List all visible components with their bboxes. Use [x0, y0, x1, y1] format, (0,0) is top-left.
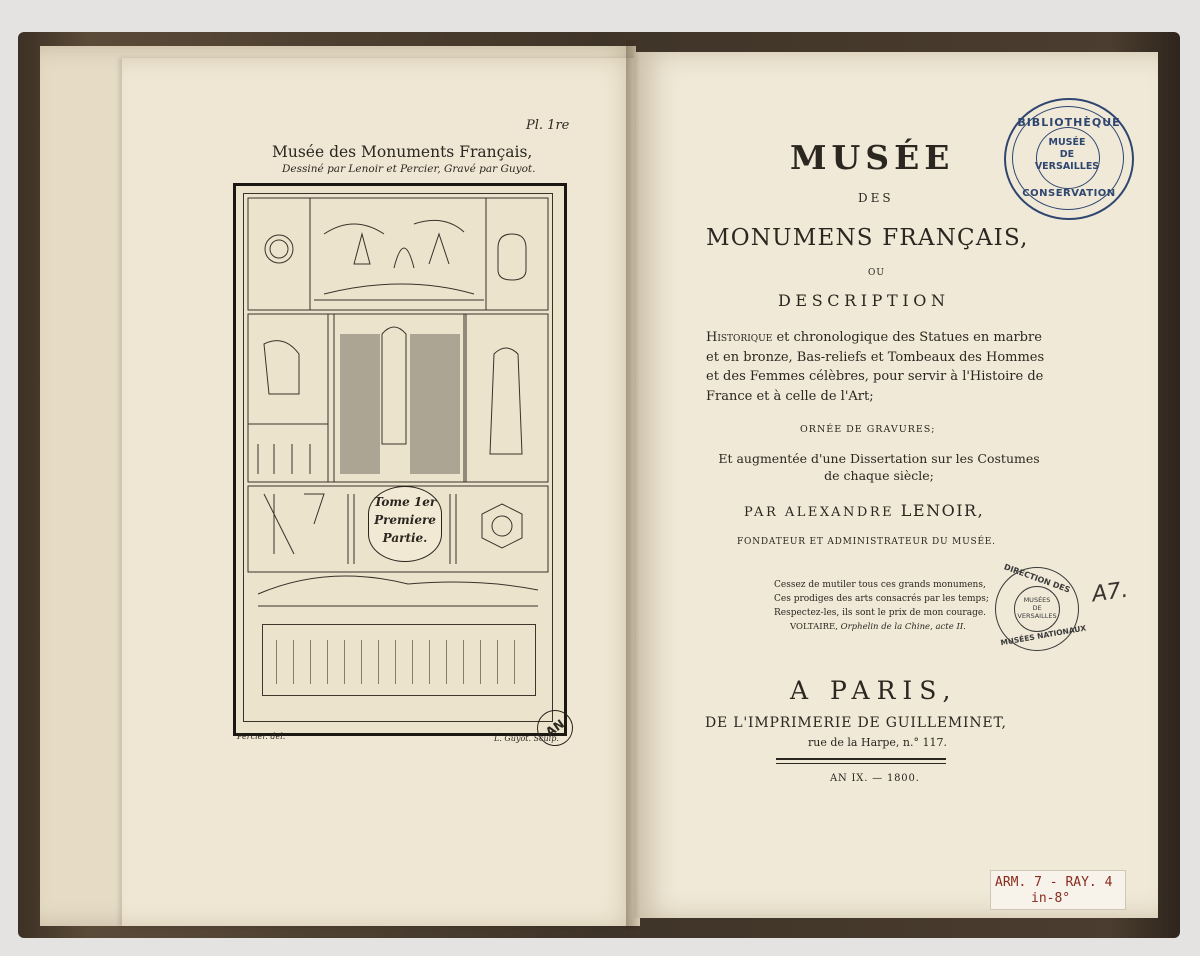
imprint-rule: [776, 758, 946, 764]
title-ou: OU: [868, 268, 885, 278]
title-monumens: MONUMENS FRANÇAIS,: [706, 225, 1029, 251]
augmentee-text: Et augmentée d'une Dissertation sur les Costumes de chaque siècle;: [718, 451, 1040, 483]
an-stamp: AN: [530, 703, 580, 753]
author-name: LENOIR,: [900, 501, 985, 520]
plate-credit: Dessiné par Lenoir et Percier, Gravé par Guyot.: [282, 163, 536, 175]
title-musee: MUSÉE: [790, 138, 955, 177]
shelf-label: ARM. 7 - RAY. 4 in-8°: [990, 870, 1126, 910]
epigraph-source: VOLTAIRE, Orphelin de la Chine, acte II.: [790, 622, 966, 632]
engraver-credit: L. Guyot. Sculp.: [494, 734, 559, 743]
imprint-city: A PARIS,: [790, 676, 958, 705]
bibliotheque-stamp: BIBLIOTHÈQUE MUSÉE DE VERSAILLES CONSERVATION: [1004, 98, 1134, 220]
plate-title: Musée des Monuments Français,: [272, 143, 533, 161]
ornee-text: ORNÉE DE GRAVURES;: [800, 424, 936, 435]
description-text: Historique et chronologique des Statues en marbre et en bronze, Bas-reliefs et Tombeaux des Hommes et des Femmes célèbres, pour servir à l'Histoire de France et à celle de l'Art;: [706, 330, 1045, 404]
handwritten-mark: A7.: [1090, 577, 1130, 608]
musees-nationaux-stamp: DIRECTION DES MUSÉES DE VERSAILLES MUSÉES NATIONAUX: [995, 567, 1079, 651]
fleur-de-lis-pattern: [268, 640, 528, 684]
tome-cartouche: Tome 1er Premiere Partie.: [368, 486, 442, 562]
imprint-printer: DE L'IMPRIMERIE DE GUILLEMINET,: [705, 715, 1007, 731]
plate-number: Pl. 1re: [526, 118, 570, 133]
engraving-inner-frame: [243, 193, 553, 722]
author-title: FONDATEUR ET ADMINISTRATEUR DU MUSÉE.: [737, 537, 996, 547]
title-description: DESCRIPTION: [778, 291, 950, 310]
engraving-frame: [233, 183, 567, 736]
title-des: DES: [858, 191, 894, 205]
imprint-date: AN IX. — 1800.: [830, 773, 920, 784]
author-line: PAR ALEXANDRE LENOIR,: [744, 501, 985, 520]
book-gutter: [626, 40, 640, 930]
epigraph: Cessez de mutiler tous ces grands monumens, Ces prodiges des arts consacrés par les temps; Respectez-les, ils sont le prix de mon courage.: [774, 580, 989, 618]
imprint-street: rue de la Harpe, n.° 117.: [808, 736, 947, 749]
draftsman-credit: Percier. del.: [237, 732, 286, 741]
